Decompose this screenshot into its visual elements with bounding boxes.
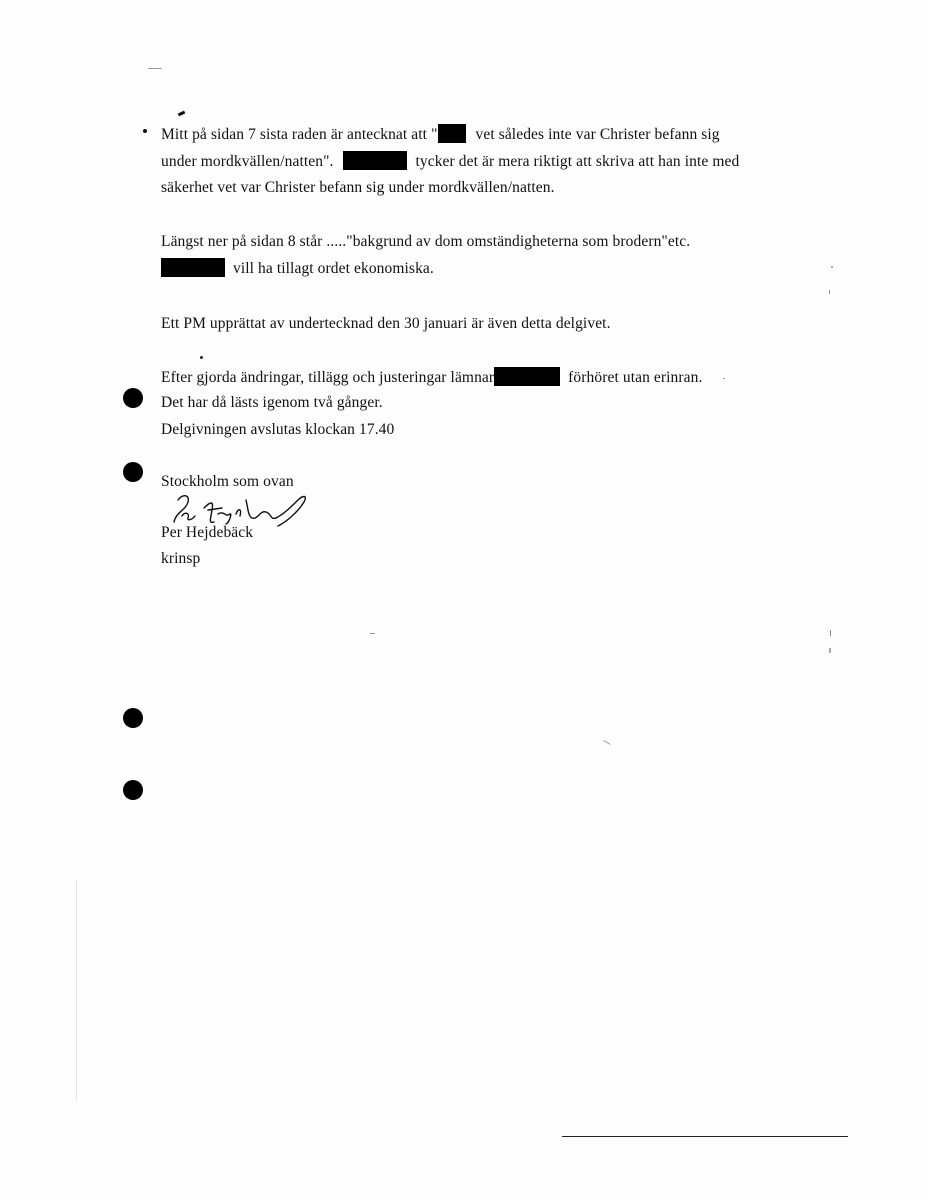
punch-hole bbox=[123, 708, 143, 728]
text-segment: Längst ner på sidan 8 står ....."bakgrund av dom omständigheterna som brodern"etc. bbox=[161, 233, 691, 250]
text-segment: Efter gjorda ändringar, tillägg och justeringar lämnar bbox=[161, 369, 495, 386]
redaction-box bbox=[343, 151, 407, 170]
text-segment: krinsp bbox=[161, 550, 201, 567]
redaction-box bbox=[438, 124, 466, 143]
redaction-box bbox=[161, 258, 225, 277]
paragraph-2-line-1 bbox=[161, 232, 690, 251]
punch-hole bbox=[123, 388, 143, 408]
text-segment: tycker det är mera riktigt att skriva att han inte med bbox=[415, 153, 740, 170]
text-segment: säkerhet vet var Christer befann sig under mordkvällen/natten. bbox=[161, 179, 555, 196]
scan-mark bbox=[830, 630, 831, 636]
text-segment: Ett PM upprättat av undertecknad den 30 januari är även detta delgivet. bbox=[161, 315, 611, 332]
scan-mark bbox=[723, 378, 725, 379]
paragraph-1-line-1 bbox=[161, 124, 720, 144]
text-segment: Delgivningen avslutas klockan 17.40 bbox=[161, 421, 395, 438]
text-segment: Stockholm som ovan bbox=[161, 473, 294, 490]
paragraph-4-line-2 bbox=[161, 393, 383, 412]
scan-mark bbox=[603, 740, 610, 745]
scan-mark bbox=[370, 633, 375, 634]
scan-mark bbox=[178, 111, 186, 117]
punch-hole bbox=[123, 462, 143, 482]
scan-mark bbox=[831, 266, 833, 268]
paragraph-4-line-3 bbox=[161, 420, 394, 439]
paragraph-1-line-2 bbox=[161, 151, 739, 171]
paragraph-3-line-1 bbox=[161, 314, 611, 333]
punch-hole bbox=[123, 780, 143, 800]
closing-name bbox=[161, 523, 253, 542]
text-segment: Per Hejdebäck bbox=[161, 524, 254, 541]
scan-mark bbox=[200, 356, 203, 359]
text-segment: vet således inte var Christer befann sig bbox=[475, 126, 720, 143]
footer-rule bbox=[562, 1136, 848, 1137]
text-segment: förhöret utan erinran. bbox=[568, 369, 703, 386]
text-segment: under mordkvällen/natten". bbox=[161, 153, 334, 170]
scan-mark bbox=[148, 68, 162, 69]
paragraph-4-line-1 bbox=[161, 367, 702, 387]
redaction-box bbox=[494, 367, 560, 386]
text-segment: vill ha tillagt ordet ekonomiska. bbox=[232, 260, 434, 277]
text-segment: Mitt på sidan 7 sista raden är antecknat att " bbox=[161, 126, 438, 143]
text-segment: Det har då lästs igenom två gånger. bbox=[161, 394, 383, 411]
closing-title bbox=[161, 549, 200, 568]
paragraph-1-line-3 bbox=[161, 178, 555, 197]
scan-margin-line bbox=[76, 880, 77, 1100]
scan-mark bbox=[829, 290, 830, 294]
scan-mark bbox=[829, 648, 831, 653]
bullet-icon bbox=[143, 129, 147, 133]
paragraph-2-line-2 bbox=[161, 258, 434, 278]
